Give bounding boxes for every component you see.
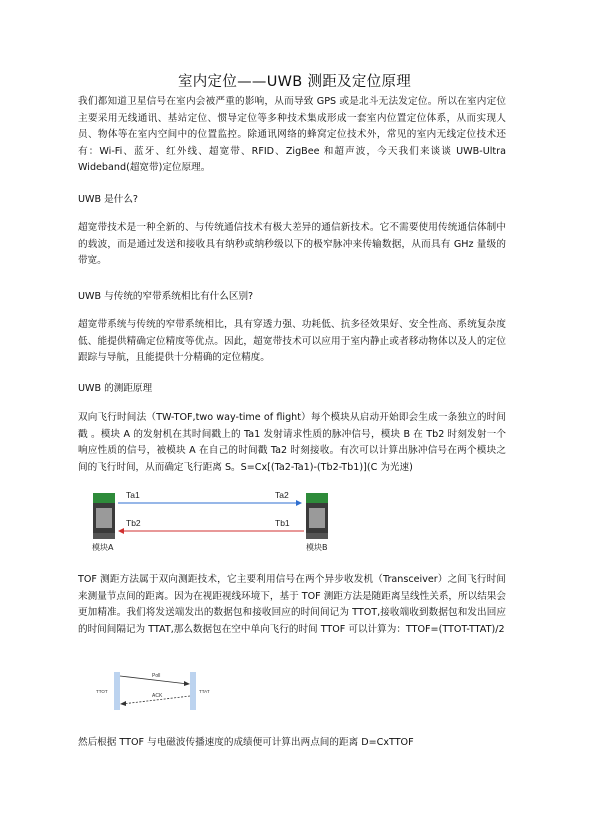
label-ttot: TTOT	[96, 689, 108, 694]
intro-paragraph: 我们都知道卫星信号在室内会被严重的影响，从而导致 GPS 或是北斗无法发定位。所以在室内定位主要采用无线通讯、基站定位、惯导定位等多种技术集成形成一套室内位置定位体系，从而实现人员、物体等在室内空间中的位置监控。除通讯网络的蜂窝定位技术外，常见的室内无线定位技术还有：Wi-Fi、蓝牙、红外线、超宽带、RFID、ZigBee 和超声波，今天我们来谈谈 UWB-Ultra Wideband(超宽带)定位原理。	[78, 96, 506, 174]
arrow-b-to-a-head	[118, 528, 124, 534]
poll-arrow-head	[184, 681, 190, 686]
label-poll: Poll	[152, 673, 161, 679]
label-ttat: TTAT	[199, 689, 210, 694]
section-heading-ranging-principle: UWB 的测距原理	[78, 383, 153, 394]
receiver-bar	[190, 672, 196, 710]
paragraph-uwb-advantages: 超宽带系统与传统的窄带系统相比，具有穿透力强、功耗低、抗多径效果好、安全性高、系统复杂度低、能提供精确定位精度等优点。因此，超宽带技术可以应用于室内静止或者移动物体以及人的定位跟踪与导航，且能提供十分精确的定位精度。	[78, 319, 506, 364]
ack-arrow-head	[120, 701, 126, 706]
arrow-a-to-b-head	[296, 500, 302, 506]
sender-bar	[114, 672, 120, 710]
paragraph-distance-formula: 然后根据 TTOF 与电磁波传播速度的成绩便可计算出两点间的距离 D=CxTTOF	[78, 737, 414, 748]
paragraph-tw-tof: 双向飞行时间法（TW-TOF,two way-time of flight）每个模块从启动开始即会生成一条独立的时间戳 。模块 A 的发射机在其时间戳上的 Ta1 发射请求性质的脉冲信号，模块 B 在 Tb2 时刻发射一个响应性质的信号，被模块 A 在自己的时间戳 Ta2 时刻接收。有次可以计算出脉冲信号在两个模块之间的飞行时间，从而确定飞行距离 S。S=Cx[(Ta2-Ta1)-(Tb2-Tb1)](C 为光速)	[78, 412, 506, 473]
figure-two-way-ranging	[78, 488, 508, 558]
section-heading-uwb-vs-narrowband: UWB 与传统的窄带系统相比有什么区别?	[78, 291, 254, 302]
label-ta2: Ta2	[275, 490, 289, 500]
module-a-board-icon	[93, 493, 115, 539]
figure-tof-timing	[92, 660, 242, 720]
section-heading-what-is-uwb: UWB 是什么?	[78, 194, 139, 205]
ranging-diagram	[78, 488, 508, 558]
tof-timing-diagram	[92, 660, 242, 720]
label-ack: ACK	[152, 693, 163, 699]
page-title: 室内定位——UWB 测距及定位原理	[177, 74, 412, 90]
paragraph-tof-method: TOF 测距方法属于双向测距技术，它主要利用信号在两个异步收发机（Transceiver）之间飞行时间来测量节点间的距离。因为在视距视线环境下，基于 TOF 测距方法是随距离呈线性关系，所以结果会更加精准。我们将发送端发出的数据包和接收回应的时间间记为 TTOT,接收端收到数据包和发出回应的时间间隔记为 TTAT,那么数据包在空中单向飞行的时间 TTOF 可以计算为：TTOF=(TTOT-TTAT)/2	[78, 574, 506, 635]
label-tb2: Tb2	[126, 518, 141, 528]
paragraph-uwb-definition: 超宽带技术是一种全新的、与传统通信技术有极大差异的通信新技术。它不需要使用传统通信体制中的载波，而是通过发送和接收具有纳秒或纳秒级以下的极窄脉冲来传输数据，从而具有 GHz 量级的带宽。	[78, 222, 506, 267]
label-module-b: 模块B	[306, 543, 328, 552]
label-ta1: Ta1	[126, 490, 140, 500]
label-tb1: Tb1	[275, 518, 290, 528]
module-b-board-icon	[306, 493, 328, 539]
label-module-a: 模块A	[92, 543, 114, 552]
